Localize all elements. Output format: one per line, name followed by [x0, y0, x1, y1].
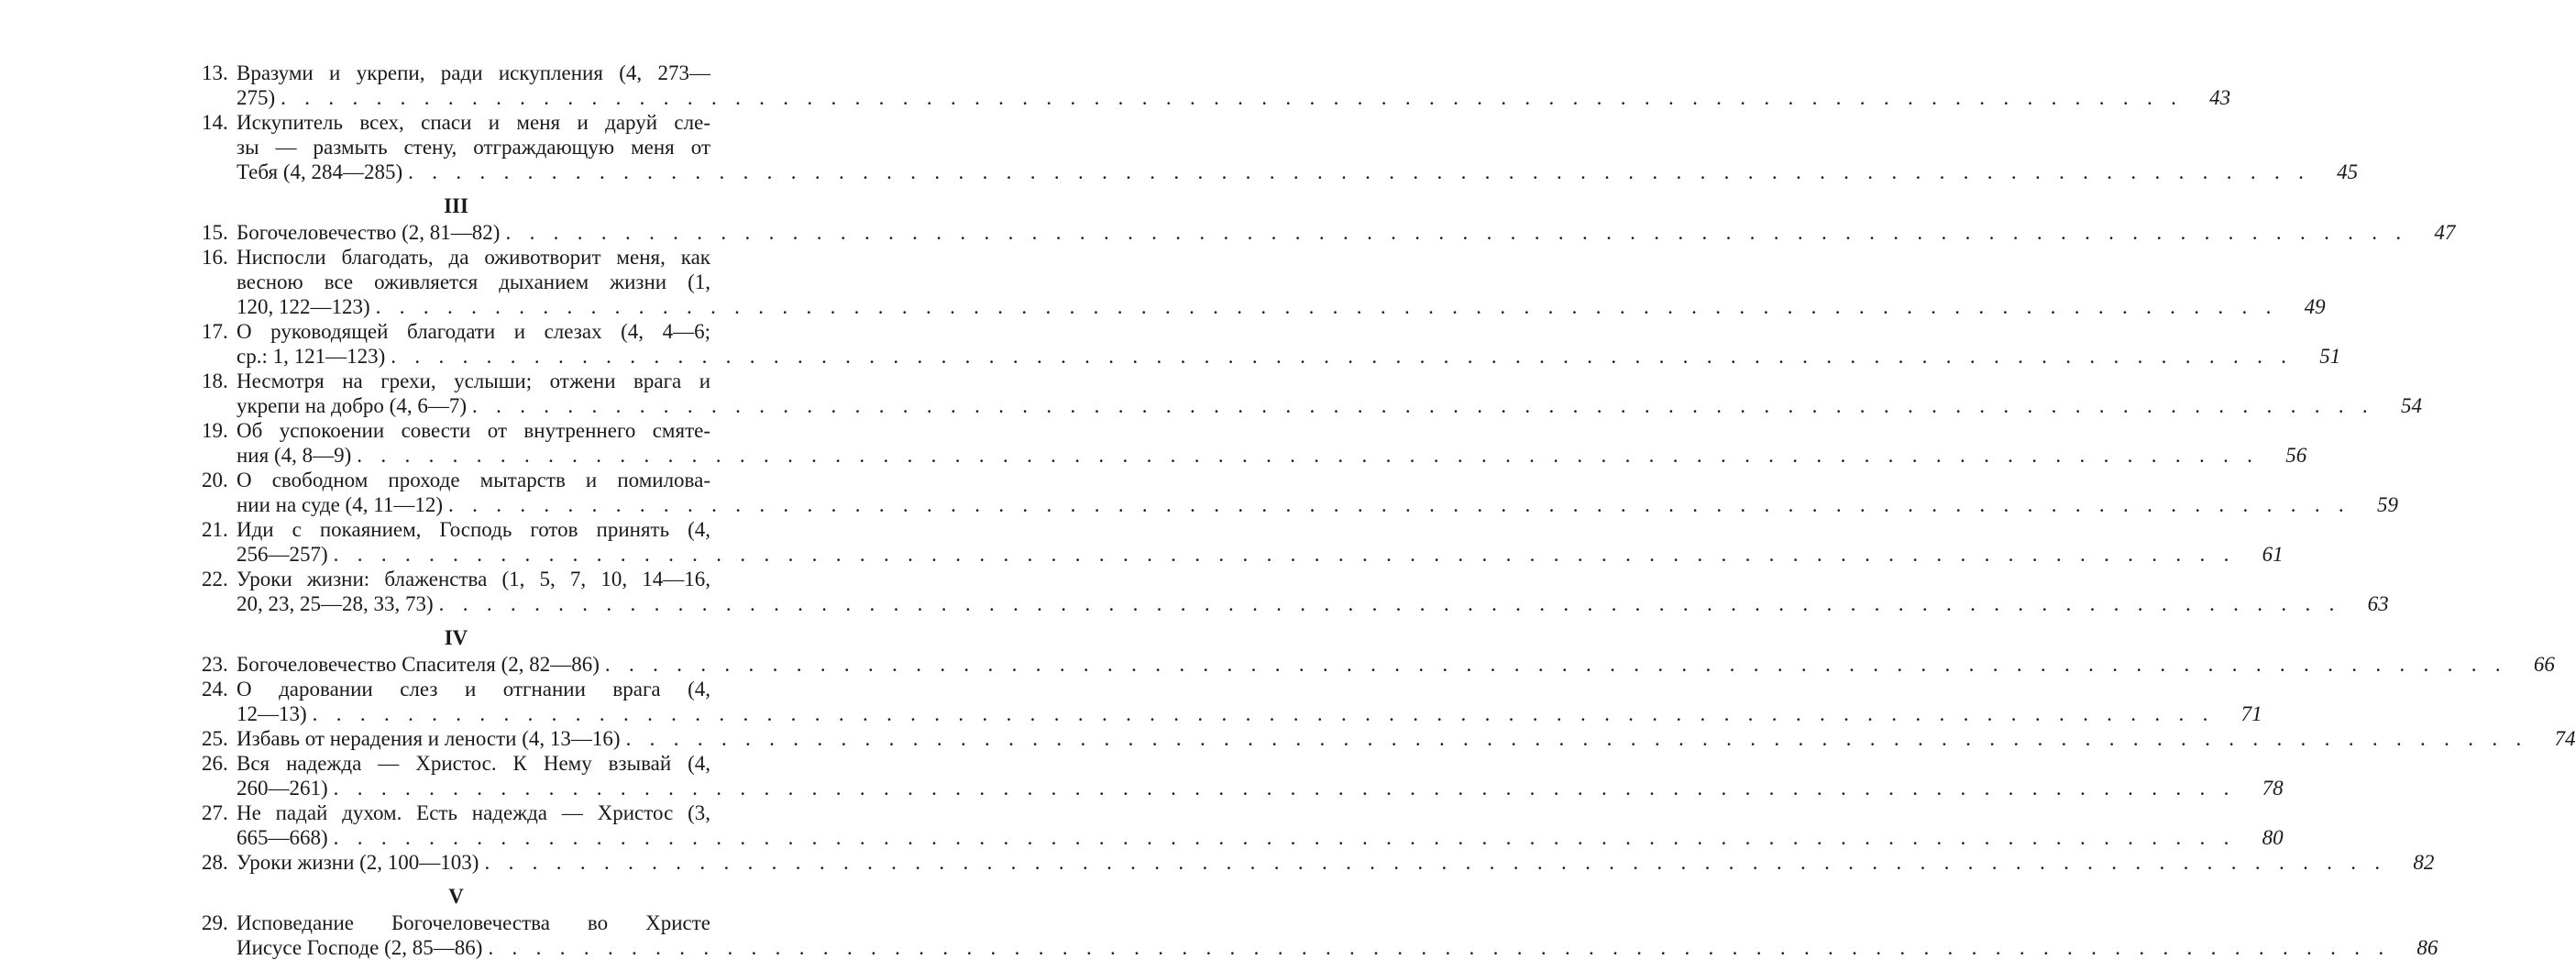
toc-entry	[202, 110, 2359, 184]
entry-last-line	[237, 294, 2326, 319]
entry-body	[237, 567, 2389, 616]
toc-entry	[202, 220, 2456, 245]
entry-title-line: О руководящей благодати и слезах (4, 4—6;	[237, 320, 710, 343]
toc-entry	[202, 61, 2231, 110]
dot-leader: . . . . . . . . . . . . . . . . . . . . . . . . . . . . . . . . . . . . . . . . . . . . . . . . . . . . . . . . . . . . . . . . . . . . . . . . . . . . . . . .	[375, 295, 2278, 318]
entry-number: 26.	[202, 752, 228, 775]
toc-entry	[202, 800, 2284, 850]
entry-number: 19.	[202, 419, 228, 442]
dot-leader: . . . . . . . . . . . . . . . . . . . . . . . . . . . . . . . . . . . . . . . . . . . . . . . . . . . . . . . . . . . . . . . . . . . . . . . . . . . . . . . .	[357, 444, 2260, 467]
toc-entry	[202, 369, 2422, 418]
entry-body	[237, 910, 2438, 960]
dot-leader: . . . . . . . . . . . . . . . . . . . . . . . . . . . . . . . . . . . . . . . . . . . . . . . . . . . . . . . . . . . . . . . . . . . . . . . . . . . . . . . .	[312, 702, 2215, 725]
entry-last-line	[237, 393, 2422, 418]
entry-last-line	[237, 492, 2398, 517]
entry-title-line: Иди с покаянием, Господь готов принять (4,	[237, 518, 710, 541]
entry-body	[237, 800, 2284, 850]
entry-title-line: О свободном проходе мытарств и помилова-	[237, 469, 710, 491]
entry-title-line: Избавь от нерадения и лености (4, 13—16)	[237, 727, 621, 750]
entry-body	[237, 418, 2307, 468]
entry-number: 15.	[202, 221, 228, 244]
toc-entry	[202, 245, 2326, 319]
entry-title-line: Богочеловечество Спасителя (2, 82—86)	[237, 653, 600, 676]
toc-entry	[202, 751, 2284, 800]
page-number: 49	[2304, 295, 2326, 318]
entry-body	[237, 220, 2456, 245]
page-number: 86	[2416, 936, 2438, 959]
page-number: 78	[2262, 777, 2284, 800]
page-number: 63	[2367, 592, 2389, 615]
entry-body	[237, 110, 2359, 184]
page-number: 51	[2319, 345, 2341, 368]
entry-number: 27.	[202, 801, 228, 824]
dot-leader: . . . . . . . . . . . . . . . . . . . . . . . . . . . . . . . . . . . . . . . . . . . . . . . . . . . . . . . . . . . . . . . . . . . . . . . . . . . . . . . .	[505, 221, 2408, 244]
entry-last-line	[237, 850, 2435, 875]
entry-title-line: весною все оживляется дыханием жизни (1,	[237, 270, 710, 293]
entry-body	[237, 61, 2231, 110]
entry-title-line: Уроки жизни: блаженства (1, 5, 7, 10, 14—16,	[237, 568, 710, 590]
dot-leader: . . . . . . . . . . . . . . . . . . . . . . . . . . . . . . . . . . . . . . . . . . . . . . . . . . . . . . . . . . . . . . . . . . . . . . . . . . . . . . . .	[604, 653, 2507, 676]
entry-number: 23.	[202, 653, 228, 676]
dot-leader: . . . . . . . . . . . . . . . . . . . . . . . . . . . . . . . . . . . . . . . . . . . . . . . . . . . . . . . . . . . . . . . . . . . . . . . . . . . . . . . .	[438, 592, 2341, 615]
entry-title-line: Не падай духом. Есть надежда — Христос (3,	[237, 801, 710, 824]
page-number: 74	[2554, 727, 2576, 750]
page-number: 59	[2376, 493, 2398, 516]
entry-number: 24.	[202, 678, 228, 701]
toc-entry	[202, 517, 2284, 567]
entry-number: 13.	[202, 61, 228, 84]
entry-title-line: нии на суде (4, 11—12)	[237, 493, 444, 516]
entry-last-line	[237, 443, 2307, 468]
entry-number: 14.	[202, 111, 228, 134]
entry-number: 16.	[202, 246, 228, 269]
entry-number: 25.	[202, 727, 228, 750]
entry-number: 17.	[202, 320, 228, 343]
entry-title-line: Тебя (4, 284—285)	[237, 160, 403, 183]
page-number: 43	[2209, 86, 2231, 109]
entry-body	[237, 850, 2435, 875]
toc-entry	[202, 468, 2398, 517]
dot-leader: . . . . . . . . . . . . . . . . . . . . . . . . . . . . . . . . . . . . . . . . . . . . . . . . . . . . . . . . . . . . . . . . . . . . . . . . . . . . . . . .	[281, 86, 2184, 109]
entry-title-line: Об успокоении совести от внутреннего смяте-	[237, 419, 710, 442]
entry-last-line	[237, 701, 2262, 726]
entry-last-line	[237, 85, 2231, 110]
entry-body	[237, 677, 2262, 726]
dot-leader: . . . . . . . . . . . . . . . . . . . . . . . . . . . . . . . . . . . . . . . . . . . . . . . . . . . . . . . . . . . . . . . . . . . . . . . . . . . . . . . .	[408, 160, 2311, 183]
entry-number: 28.	[202, 851, 228, 874]
entry-title-line: Исповедание Богочеловечества во Христе	[237, 911, 710, 934]
page-number: 61	[2262, 543, 2284, 566]
entry-last-line	[237, 160, 2359, 184]
entry-last-line	[237, 935, 2438, 960]
toc-entry	[202, 319, 2341, 369]
entry-title-line: 275)	[237, 86, 276, 109]
page-number: 56	[2285, 444, 2307, 467]
section-heading: IV	[444, 626, 468, 649]
entry-title-line: Ниспосли благодать, да оживотворит меня, как	[237, 246, 710, 269]
dot-leader: . . . . . . . . . . . . . . . . . . . . . . . . . . . . . . . . . . . . . . . . . . . . . . . . . . . . . . . . . . . . . . . . . . . . . . . . . . . . . . . .	[484, 851, 2387, 874]
entry-title-line: 260—261)	[237, 777, 328, 800]
dot-leader: . . . . . . . . . . . . . . . . . . . . . . . . . . . . . . . . . . . . . . . . . . . . . . . . . . . . . . . . . . . . . . . . . . . . . . . . . . . . . . . .	[391, 345, 2294, 368]
entry-body	[237, 369, 2422, 418]
entry-number: 18.	[202, 370, 228, 392]
entry-title-line: Вразуми и укрепи, ради искупления (4, 273—	[237, 61, 710, 84]
entry-last-line	[237, 220, 2456, 245]
entry-title-line: Иисусе Господе (2, 85—86)	[237, 936, 483, 959]
entry-title-line: зы — размыть стену, отграждающую меня от	[237, 136, 710, 159]
entry-title-line: 12—13)	[237, 702, 307, 725]
entry-last-line	[237, 344, 2341, 369]
page-number: 45	[2337, 160, 2359, 183]
page-number: 47	[2434, 221, 2456, 244]
page-number: 66	[2533, 653, 2555, 676]
entry-last-line	[237, 776, 2284, 800]
entry-number: 29.	[202, 911, 228, 934]
entry-last-line	[237, 652, 2555, 677]
toc-entry	[202, 418, 2307, 468]
entry-title-line: укрепи на добро (4, 6—7)	[237, 394, 467, 417]
section-heading: V	[448, 885, 464, 908]
entry-title-line: Несмотря на грехи, услыши; отжени врага и	[237, 370, 710, 392]
entry-title-line: О даровании слез и отгнании врага (4,	[237, 678, 710, 701]
entry-title-line: 665—668)	[237, 826, 328, 849]
dot-leader: . . . . . . . . . . . . . . . . . . . . . . . . . . . . . . . . . . . . . . . . . . . . . . . . . . . . . . . . . . . . . . . . . . . . . . . . . . . . . . . .	[488, 936, 2391, 959]
toc-entry	[202, 726, 2576, 751]
page-number: 71	[2240, 702, 2262, 725]
dot-leader: . . . . . . . . . . . . . . . . . . . . . . . . . . . . . . . . . . . . . . . . . . . . . . . . . . . . . . . . . . . . . . . . . . . . . . . . . . . . . . . .	[333, 543, 2236, 566]
dot-leader: . . . . . . . . . . . . . . . . . . . . . . . . . . . . . . . . . . . . . . . . . . . . . . . . . . . . . . . . . . . . . . . . . . . . . . . . . . . . . . . .	[333, 826, 2236, 849]
dot-leader: . . . . . . . . . . . . . . . . . . . . . . . . . . . . . . . . . . . . . . . . . . . . . . . . . . . . . . . . . . . . . . . . . . . . . . . . . . . . . . . .	[625, 727, 2528, 750]
entry-title-line: Богочеловечество (2, 81—82)	[237, 221, 501, 244]
toc-entry	[202, 567, 2389, 616]
table-of-contents	[202, 61, 2576, 960]
toc-entry	[202, 652, 2555, 677]
entry-number: 22.	[202, 568, 228, 590]
entry-number: 20.	[202, 469, 228, 491]
entry-body	[237, 751, 2284, 800]
entry-title-line: 120, 122—123)	[237, 295, 370, 318]
page-number: 82	[2413, 851, 2435, 874]
entry-body	[237, 245, 2326, 319]
entry-last-line	[237, 726, 2576, 751]
entry-title-line: 256—257)	[237, 543, 328, 566]
entry-title-line: Искупитель всех, спаси и меня и даруй сле-	[237, 111, 710, 134]
entry-title-line: 20, 23, 25—28, 33, 73)	[237, 592, 434, 615]
entry-title-line: ния (4, 8—9)	[237, 444, 352, 467]
entry-title-line: Вся надежда — Христос. К Нему взывай (4,	[237, 752, 710, 775]
entry-body	[237, 726, 2576, 751]
toc-entry	[202, 850, 2435, 875]
entry-last-line	[237, 542, 2284, 567]
dot-leader: . . . . . . . . . . . . . . . . . . . . . . . . . . . . . . . . . . . . . . . . . . . . . . . . . . . . . . . . . . . . . . . . . . . . . . . . . . . . . . . .	[333, 777, 2236, 800]
entry-body	[237, 468, 2398, 517]
entry-body	[237, 319, 2341, 369]
dot-leader: . . . . . . . . . . . . . . . . . . . . . . . . . . . . . . . . . . . . . . . . . . . . . . . . . . . . . . . . . . . . . . . . . . . . . . . . . . . . . . . .	[448, 493, 2350, 516]
section-heading: III	[444, 194, 468, 217]
entry-title-line: ср.: 1, 121—123)	[237, 345, 386, 368]
page-number: 54	[2400, 394, 2422, 417]
entry-number: 21.	[202, 518, 228, 541]
entry-last-line	[237, 591, 2389, 616]
entry-body	[237, 652, 2555, 677]
entry-last-line	[237, 825, 2284, 850]
entry-title-line: Уроки жизни (2, 100—103)	[237, 851, 479, 874]
dot-leader: . . . . . . . . . . . . . . . . . . . . . . . . . . . . . . . . . . . . . . . . . . . . . . . . . . . . . . . . . . . . . . . . . . . . . . . . . . . . . . . .	[472, 394, 2374, 417]
page-number: 80	[2262, 826, 2284, 849]
entry-body	[237, 517, 2284, 567]
toc-entry	[202, 677, 2262, 726]
toc-entry	[202, 910, 2438, 960]
